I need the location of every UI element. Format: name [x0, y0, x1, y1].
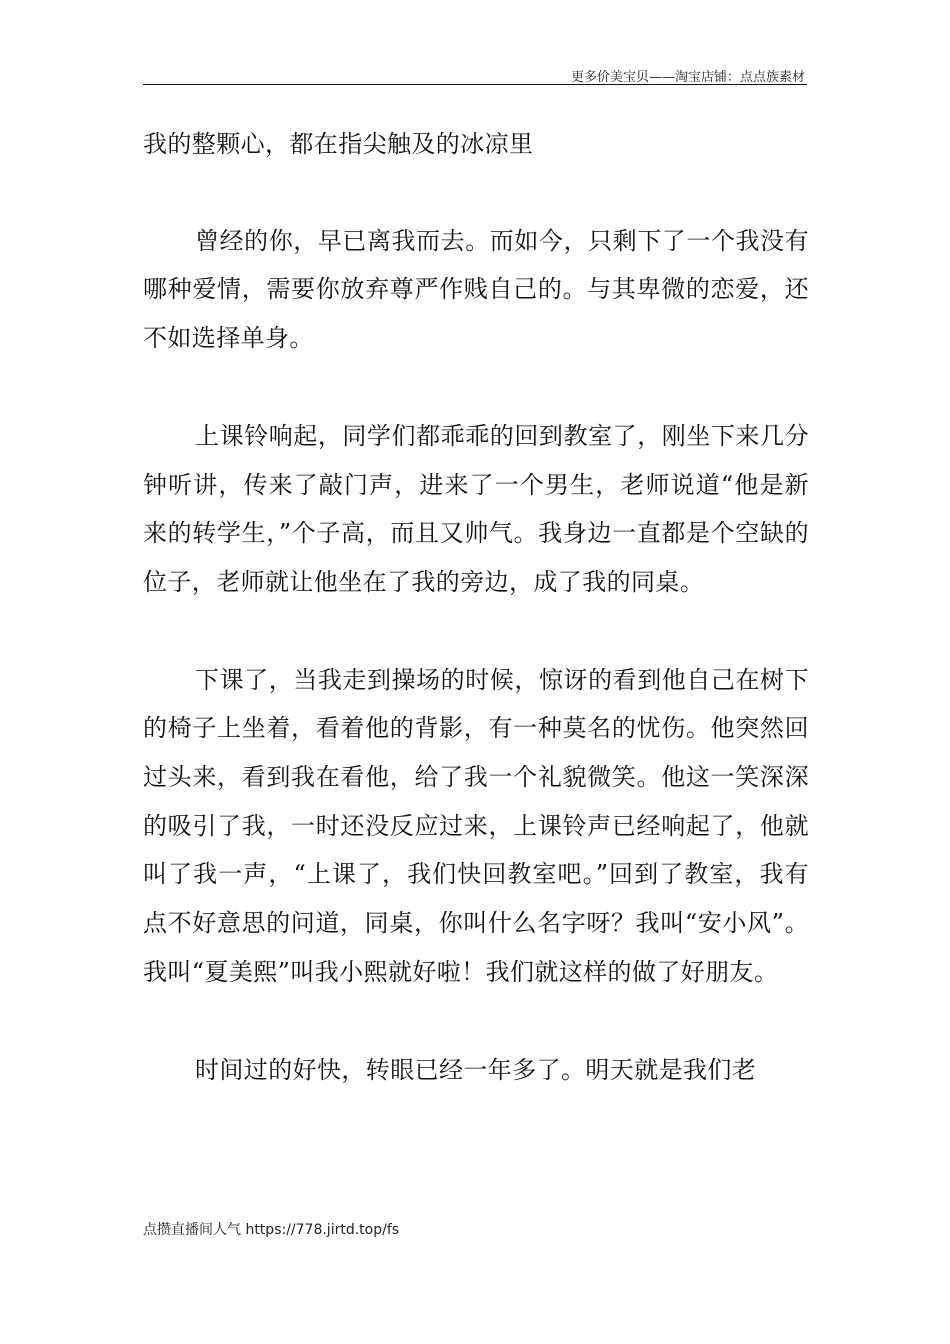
document-body: [143, 120, 809, 1094]
paragraph-gap: [143, 169, 809, 217]
header-rule: [143, 84, 807, 85]
document-title: 我的整颗心，都在指尖触及的冰凉里: [143, 130, 534, 158]
paragraph-1: 曾经的你，早已离我而去。而如今，只剩下了一个我没有哪种爱情，需要你放弃尊严作贱自己的。与其卑微的恋爱，还不如选择单身。: [143, 226, 809, 353]
paragraph-4: 时间过的好快，转眼已经一年多了。明天就是我们老: [195, 1055, 757, 1084]
paragraph-gap: [143, 363, 809, 412]
paragraph-gap: [143, 997, 809, 1046]
paragraph-gap: [143, 607, 809, 656]
paragraph-2: 上课铃响起，同学们都乖乖的回到教室了，刚坐下来几分钟听讲，传来了敲门声，进来了一个男生，老师说道“他是新来的转学生，”个子高，而且又帅气。我身边一直都是个空缺的位子，老师就让他坐在了我的旁边，成了我的同桌。: [143, 421, 809, 596]
footer-link-text: 点攒直播间人气 https://778.jirtd.top/fs: [143, 1222, 400, 1238]
paragraph-3: 下课了，当我走到操场的时候，惊讶的看到他自己在树下的椅子上坐着，看着他的背影，有一种莫名的忧伤。他突然回过头来，看到我在看他，给了我一个礼貌微笑。他这一笑深深的吸引了我，一时还没反应过来，上课铃声已经响起了，他就叫了我一声，“上课了，我们快回教室吧。”回到了教室，我有点不好意思的问道，同桌，你叫什么名字呀？我叫“安小风”。我叫“夏美熙”叫我小熙就好啦！我们就这样的做了好朋友。: [143, 665, 809, 986]
header-text: 更多价美宝贝——淘宝店铺：点点族素材: [570, 70, 805, 85]
